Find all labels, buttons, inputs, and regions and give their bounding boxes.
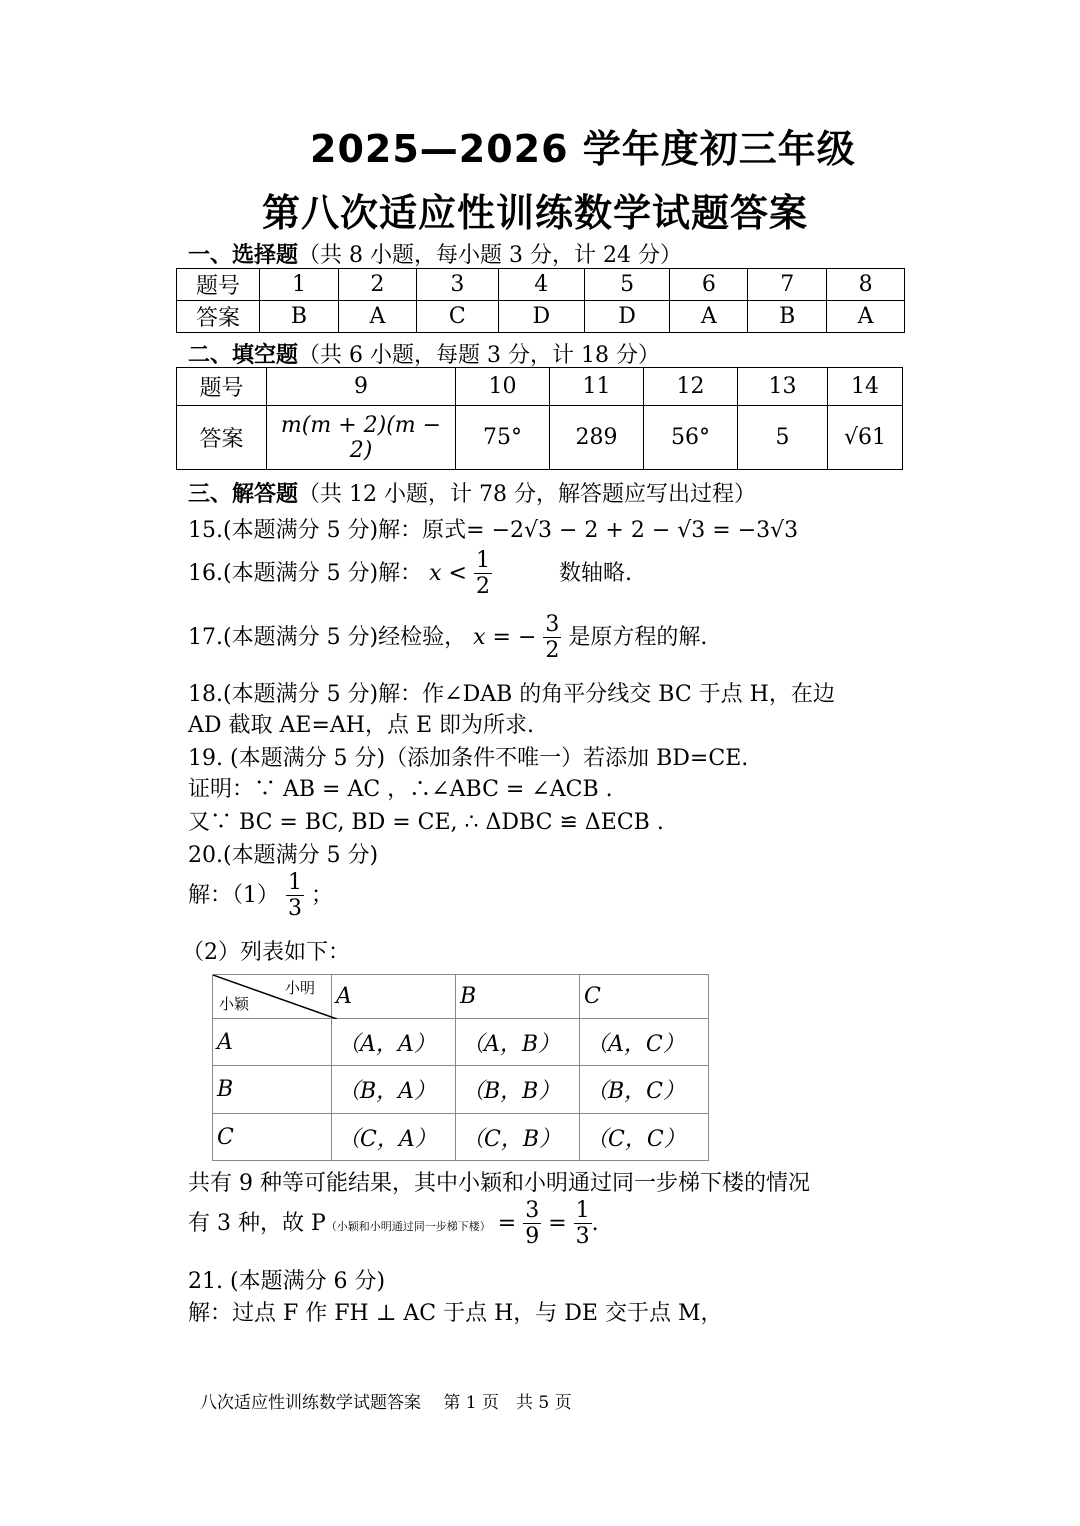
section-2-heading — [188, 338, 660, 369]
fill-number-cell: 14 — [828, 368, 903, 406]
fill-answer-cell: 75° — [456, 406, 550, 470]
multiple-choice-table — [176, 268, 905, 333]
mc-number-cell: 8 — [827, 269, 905, 301]
q19-line-3: 又∵ BC = BC, BD = CE, ∴ ΔDBC ≌ ΔECB . — [188, 810, 664, 835]
outcome-row-head: C — [213, 1114, 332, 1161]
section-2-name: 二、填空题 — [188, 342, 299, 368]
outcome-row-head: B — [213, 1066, 332, 1114]
outcome-col-head: B — [456, 975, 580, 1019]
q19-line-1: 19. (本题满分 5 分)（添加条件不唯一）若添加 BD=CE. — [188, 746, 749, 771]
q20-conclusion-2: 有 3 种，故 P（小颖和小明通过同一步梯下楼） = $\frac{3}{9}$ = $\frac{1}{3}$ . — [188, 1198, 599, 1250]
q20-conc-subscript: （小颖和小明通过同一步梯下楼） — [325, 1219, 491, 1233]
q20-part2: （2）列表如下： — [182, 940, 350, 965]
q17-suffix: 是原方程的解. — [568, 624, 708, 650]
q20-conc-eq2: = — [548, 1210, 567, 1236]
q20-part1-num: 1 — [288, 870, 302, 895]
mc-answer-cell: C — [416, 301, 498, 333]
q20-heading: 20.(本题满分 5 分) — [188, 843, 379, 868]
mc-answer-cell: A — [670, 301, 748, 333]
fill-answer-cell: 289 — [550, 406, 644, 470]
mc-number-cell: 5 — [584, 269, 670, 301]
section-1-desc: （共 8 小题，每小题 3 分，计 24 分） — [298, 243, 682, 268]
q17-prefix: 17.(本题满分 5 分)经检验， — [188, 624, 467, 650]
q17-var: x = − — [473, 624, 537, 650]
mc-answer-cell: D — [584, 301, 670, 333]
fill-answer-cell: m(m + 2)(m − 2) — [267, 406, 456, 470]
q20-part1-prefix: 解：（1） — [188, 882, 279, 908]
section-3-desc: （共 12 小题，计 78 分，解答题应写出过程） — [298, 482, 756, 507]
fill-blank-table — [176, 367, 903, 470]
q20-conc-n2: 1 — [575, 1198, 590, 1223]
q20-part1-fraction — [286, 870, 304, 922]
q17-line — [188, 612, 707, 664]
q16-den: 2 — [475, 574, 490, 600]
q20-conc-n1: 3 — [525, 1198, 540, 1223]
mc-number-cell: 4 — [498, 269, 584, 301]
outcome-cell: （C，B） — [456, 1114, 580, 1161]
fill-row-head-number: 题号 — [177, 368, 267, 406]
fill-answer-cell: √61 — [828, 406, 903, 470]
outcome-cell: （C，A） — [332, 1114, 456, 1161]
fill-number-cell: 11 — [550, 368, 644, 406]
mc-row-head-answer: 答案 — [177, 301, 260, 333]
outcome-table — [212, 974, 709, 1161]
fill-number-cell: 10 — [456, 368, 550, 406]
fill-answer-cell: 5 — [738, 406, 828, 470]
outcome-col-head: A — [332, 975, 456, 1019]
q21-line-1: 解：过点 F 作 FH ⊥ AC 于点 H，与 DE 交于点 M， — [188, 1301, 723, 1326]
section-3-heading — [188, 477, 756, 508]
corner-bottom-label: 小颖 — [219, 995, 250, 1013]
q17-fraction — [543, 612, 561, 664]
section-2-desc: （共 6 小题，每题 3 分，计 18 分） — [298, 343, 660, 368]
q20-conc-prefix: 有 3 种，故 P — [188, 1210, 326, 1236]
section-1-heading — [188, 238, 682, 269]
q17-den: 2 — [545, 638, 560, 664]
fill-row-head-answer: 答案 — [177, 406, 267, 470]
outcome-cell: （B，A） — [332, 1066, 456, 1114]
outcome-col-head: C — [580, 975, 709, 1019]
page-footer: 八次适应性训练数学试题答案 第 1 页 共 5 页 — [200, 1393, 572, 1413]
q20-conclusion-1: 共有 9 种等可能结果，其中小颖和小明通过同一步梯下楼的情况 — [188, 1171, 810, 1196]
mc-number-cell: 2 — [339, 269, 417, 301]
mc-number-cell: 3 — [416, 269, 498, 301]
outcome-row-head: A — [213, 1019, 332, 1066]
mc-answer-cell: A — [339, 301, 417, 333]
mc-number-cell: 1 — [260, 269, 339, 301]
mc-number-cell: 7 — [748, 269, 827, 301]
fill-number-cell: 12 — [644, 368, 738, 406]
mc-number-cell: 6 — [670, 269, 748, 301]
mc-row-head-number: 题号 — [177, 269, 260, 301]
q21-heading: 21. (本题满分 6 分) — [188, 1269, 386, 1294]
mc-answer-cell: A — [827, 301, 905, 333]
mc-answer-cell: D — [498, 301, 584, 333]
outcome-cell: （A，A） — [332, 1019, 456, 1066]
q19-line-2: 证明：∵ AB = AC ，∴∠ABC = ∠ACB . — [188, 777, 613, 802]
outcome-corner-cell — [213, 975, 332, 1019]
q16-line — [188, 548, 632, 600]
outcome-cell: （B，C） — [580, 1066, 709, 1114]
fill-number-cell: 9 — [267, 368, 456, 406]
outcome-cell: （A，B） — [456, 1019, 580, 1066]
q20-part1 — [188, 870, 333, 922]
q20-part1-den: 3 — [288, 896, 302, 922]
mc-answer-cell: B — [748, 301, 827, 333]
fill-number-cell: 13 — [738, 368, 828, 406]
q16-prefix: 16.(本题满分 5 分)解： — [188, 560, 423, 586]
q20-conc-d1: 9 — [525, 1224, 540, 1250]
q16-suffix: 数轴略. — [558, 560, 632, 586]
q20-conc-d2: 3 — [575, 1224, 590, 1250]
q15-line: 15.(本题满分 5 分)解：原式= −2√3 − 2 + 2 − √3 = −3√3 — [188, 518, 799, 543]
q20-conc-fraction-2 — [574, 1198, 592, 1250]
q20-conc-eq: = — [497, 1210, 517, 1236]
corner-top-label: 小明 — [284, 979, 315, 997]
q20-conc-fraction-1 — [523, 1198, 541, 1250]
outcome-cell: （C，C） — [580, 1114, 709, 1161]
q18-line-1: 18.(本题满分 5 分)解：作∠DAB 的角平分线交 BC 于点 H，在边 — [188, 682, 835, 707]
q16-fraction — [474, 548, 492, 600]
q17-num: 3 — [545, 612, 560, 637]
q16-num: 1 — [475, 548, 490, 573]
mc-answer-cell: B — [260, 301, 339, 333]
outcome-cell: （B，B） — [456, 1066, 580, 1114]
title-line-2: 第八次适应性训练数学试题答案 — [262, 191, 809, 235]
section-1-name: 一、选择题 — [188, 242, 299, 268]
outcome-cell: （A，C） — [580, 1019, 709, 1066]
q20-part1-suffix: ； — [311, 882, 334, 908]
q16-var: x < — [429, 560, 467, 586]
title-line-1: 2025—2026 学年度初三年级 — [310, 127, 856, 171]
q18-line-2: AD 截取 AE=AH，点 E 即为所求. — [188, 713, 535, 738]
fill-answer-cell: 56° — [644, 406, 738, 470]
section-3-name: 三、解答题 — [188, 481, 299, 507]
